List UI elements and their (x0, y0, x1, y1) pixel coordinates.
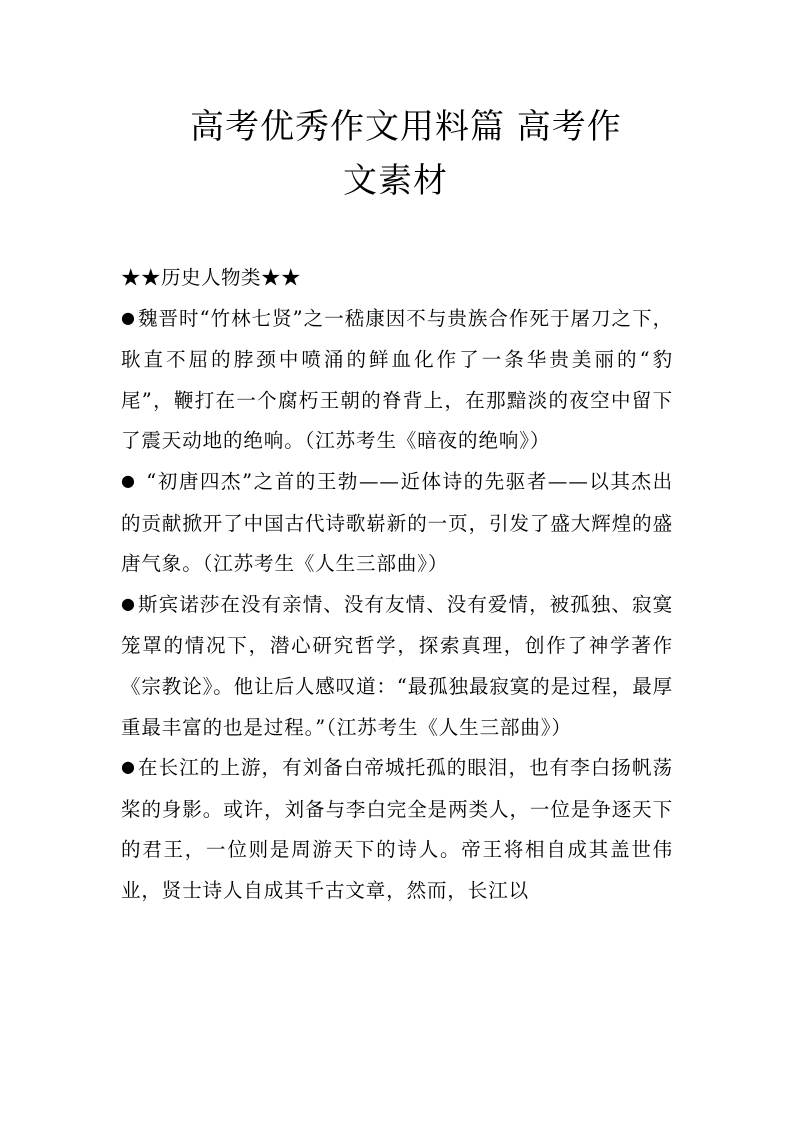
paragraph (121, 748, 673, 911)
bullet-icon: ● (121, 470, 137, 490)
paragraph-text: 斯宾诺莎在没有亲情、没有友情、没有爱情，被孤独、寂寞笼罩的情况下，潜心研究哲学，探索真理，创作了神学著作《宗教论》。他让后人感叹道：“最孤独最寂寞的是过程，最厚重最丰富的也是过程。”（江苏考生《人生三部曲》） (121, 592, 673, 739)
bullet-icon: ● (121, 307, 136, 327)
paragraph (121, 462, 673, 585)
title-line-1: 高考优秀作文用料篇 高考作 (190, 107, 622, 147)
section-heading: ★★历史人物类★★ (121, 266, 302, 289)
paragraph (121, 585, 673, 748)
paragraph-text: 魏晋时“竹林七贤”之一嵇康因不与贵族合作死于屠刀之下，耿直不屈的脖颈中喷涌的鲜血化作了一条华贵美丽的“豹尾”，鞭打在一个腐朽王朝的脊背上，在那黯淡的夜空中留下了震天动地的绝响。（江苏考生《暗夜的绝响》） (121, 306, 673, 453)
bullet-icon: ● (121, 593, 137, 613)
title-line-2: 文素材 (343, 161, 448, 201)
paragraph (121, 299, 673, 462)
document-title (190, 100, 690, 208)
paragraph-text: 在长江的上游，有刘备白帝城托孤的眼泪，也有李白扬帆荡桨的身影。或许，刘备与李白完全是两类人，一位是争逐天下的君王，一位则是周游天下的诗人。帝王将相自成其盖世伟业，贤士诗人自成其千古文章，然而，长江以 (121, 756, 673, 902)
document-body (121, 258, 673, 912)
bullet-icon: ● (121, 757, 137, 777)
paragraph-text: “初唐四杰”之首的王勃——近体诗的先驱者——以其杰出的贡献掀开了中国古代诗歌崭新的一页，引发了盛大辉煌的盛唐气象。（江苏考生《人生三部曲》） (121, 469, 673, 576)
